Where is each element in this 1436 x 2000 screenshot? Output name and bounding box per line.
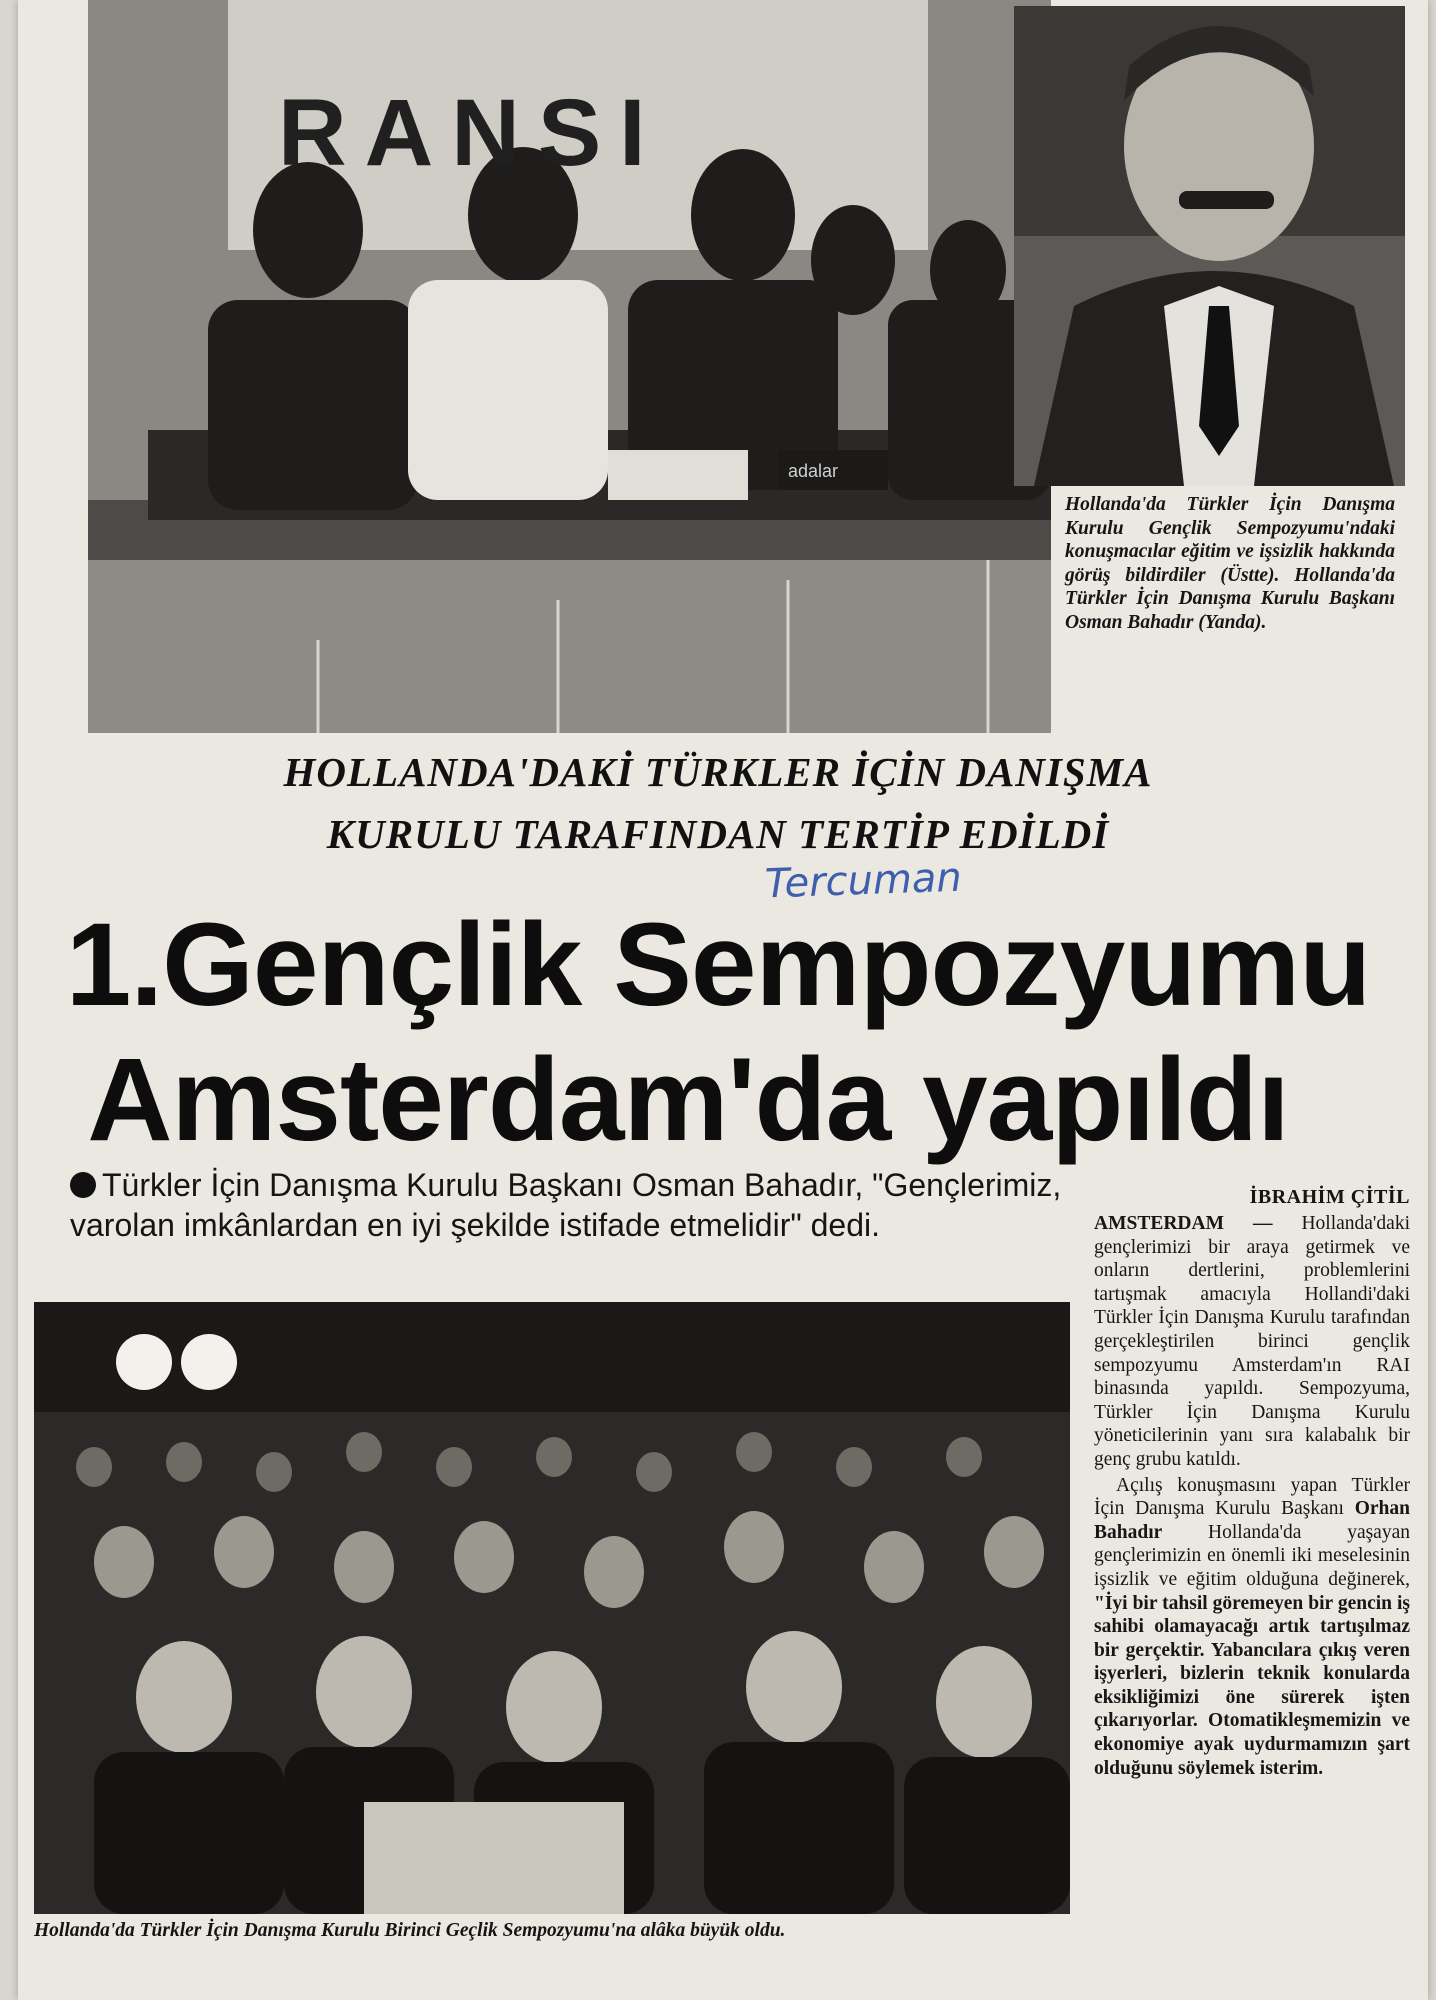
- bullet-icon: [70, 1172, 96, 1198]
- photo-caption-bottom: Hollanda'da Türkler İçin Danışma Kurulu Birinci Geçlik Sempozyumu'na alâka büyük oldu.: [34, 1920, 786, 1941]
- paragraph-1: AMSTERDAM — Hollanda'daki gençlerimizi bir araya getirmek ve onların dertlerini, problemlerini tartışmak amacıyla Hollandi'daki Türkler İçin Danışma Kurulu tarafından gerçekleştirilen birinci gençlik sempozyumu Amsterdam'ın RAI binasında yapıldı. Sempozyuma, Türkler İçin Danışma Kurulu yöneticilerinin yanı sıra kalabalık bir genç grubu katıldı.: [1094, 1213, 1411, 1470]
- handwritten-note: Tercuman: [764, 854, 963, 908]
- photo-caption-side: Hollanda'da Türkler İçin Danışma Kurulu Gençlik Sempozyumu'ndaki konuşmacılar eğitim ve işsizlik hakkında görüş bildirdiler (Üstte). Hollanda'da Türkler İçin Danışma Kurulu Başkanı Osman Bahadır (Yanda).: [1065, 494, 1395, 633]
- banner-text: RANSI: [278, 80, 664, 186]
- paragraph-2: Açılış konuşmasını yapan Türkler İçin Danışma Kurulu Başkanı Orhan Bahadır Hollanda'da yaşayan gençlerimizin en önemli iki meselesinin işsizlik ve eğitim olduğuna değinerek, "İyi bir tahsil göremeyen bir gencin iş sahibi olamayacağı artık tartışılmaz bir gerçektir. Yabancılara çıkış veren işyerleri, bizlerin teknik konularda eksikliğimizi öne sürerek işten çıkarıyorlar. Otomatikleşmemizin ve ekonomiye ayak uydurmamızın şart olduğunu söylemek isterim.: [1094, 1474, 1410, 1779]
- panel-photo: [88, 0, 1051, 733]
- kicker-line-2: KURULU TARAFINDAN TERTİP EDİLDİ: [326, 811, 1110, 857]
- portrait-photo: [1014, 6, 1405, 486]
- dateline: AMSTERDAM —: [1094, 1213, 1273, 1234]
- headline-line-1: 1.Gençlik Sempozyumu: [65, 899, 1371, 1031]
- nameplate-text: adalar: [788, 461, 839, 481]
- spot-summary: [70, 1165, 1105, 1245]
- audience-photo: [34, 1302, 1070, 1914]
- byline: İBRAHİM ÇİTİL: [1249, 1186, 1410, 1208]
- spot-text: Türkler İçin Danışma Kurulu Başkanı Osman Bahadır, "Gençlerimiz, varolan imkânlardan en iyi şekilde istifade etmelidir" dedi.: [70, 1167, 1062, 1243]
- kicker-line-1: HOLLANDA'DAKİ TÜRKLER İÇİN DANIŞMA: [283, 749, 1153, 795]
- article-body: [1094, 1212, 1410, 1780]
- headline-line-2: Amsterdam'da yapıldı: [87, 1034, 1289, 1166]
